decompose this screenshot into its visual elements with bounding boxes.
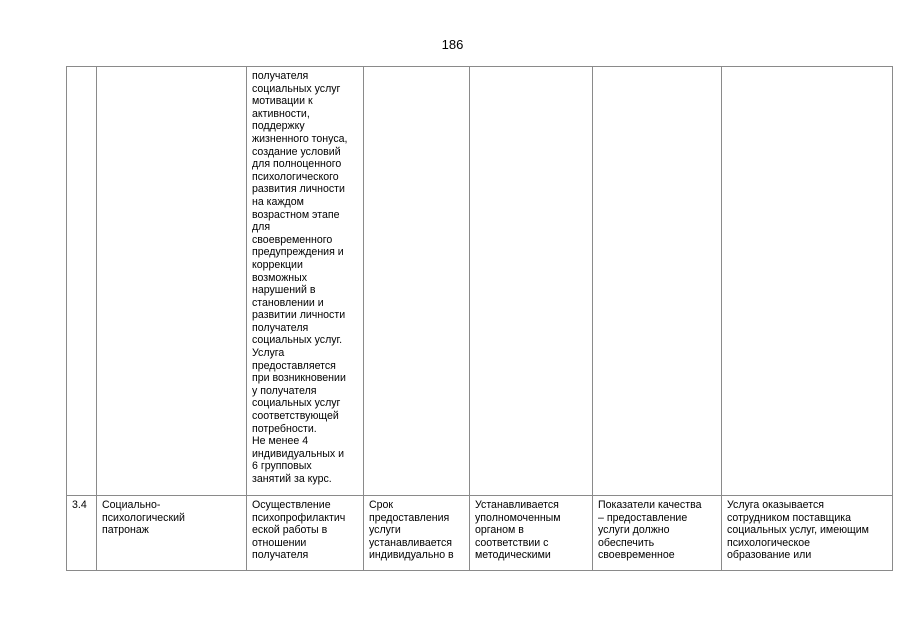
service-conditions: Услуга оказывается сотрудником поставщика социальных услуг, имеющим психологическое образование или [727, 499, 869, 562]
service-term-cell [364, 67, 470, 496]
service-name-cell [97, 67, 247, 496]
table-row [67, 67, 893, 496]
service-quality-cell [593, 67, 722, 496]
service-term-cell [364, 496, 470, 571]
row-number-cell [67, 496, 97, 571]
service-norms-cell [470, 496, 593, 571]
service-conditions-cell [722, 67, 893, 496]
service-quality-cell [593, 496, 722, 571]
service-name-cell [97, 496, 247, 571]
service-term: Срок предоставления услуги устанавливается индивидуально в [369, 499, 454, 562]
table-row [67, 496, 893, 571]
service-description: Осуществление психопрофилактич еской работы в отношении получателя [252, 499, 346, 562]
services-table [66, 66, 893, 571]
row-number: 3.4 [72, 499, 87, 511]
service-name: Социально- психологический патронаж [102, 499, 185, 537]
row-number-cell [67, 67, 97, 496]
service-quality: Показатели качества – предоставление услуги должно обеспечить своевременное [598, 499, 702, 562]
service-description: получателя социальных услуг мотивации к активности, поддержку жизненного тонуса, создание условий для полноценного психологического развития личности на каждом возрастном этапе для своевременного предупреждения и коррекции возможных нарушений в становлении и развитии личности получателя социальных услуг. Услуга предоставляется при возникновении у получателя социальных услуг соответствующей потребности. Не менее 4 индивидуальных и 6 групповых занятий за курс. [252, 70, 348, 485]
service-norms-cell [470, 67, 593, 496]
service-description-cell [247, 496, 364, 571]
service-description-cell [247, 67, 364, 496]
service-norms: Устанавливается уполномоченным органом в соответствии с методическими [475, 499, 561, 562]
service-conditions-cell [722, 496, 893, 571]
page-number: 186 [441, 37, 464, 52]
